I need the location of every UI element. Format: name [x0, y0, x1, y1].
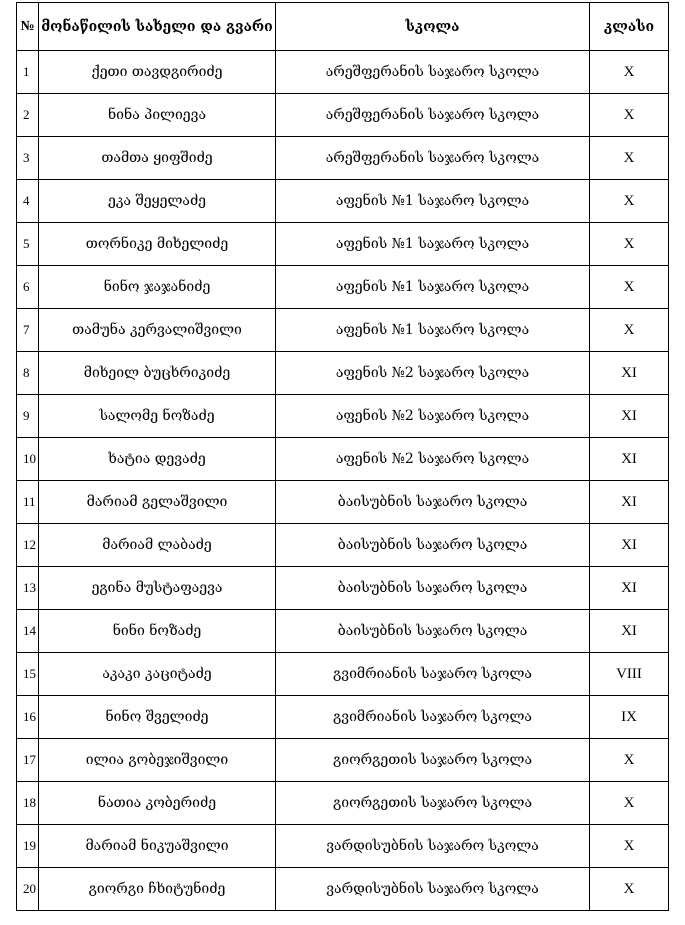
class-grade: XI	[590, 524, 669, 567]
school-name: ბაისუბნის საჯარო სკოლა	[276, 567, 590, 610]
class-grade: XI	[590, 567, 669, 610]
participant-name: ნათია კობერიძე	[39, 782, 276, 825]
row-number: 18	[17, 782, 39, 825]
school-name: აფენის №1 საჯარო სკოლა	[276, 266, 590, 309]
row-number: 2	[17, 94, 39, 137]
participant-name: ნინო ჯაჯანიძე	[39, 266, 276, 309]
class-grade: XI	[590, 352, 669, 395]
participant-name: ნინი ნოზაძე	[39, 610, 276, 653]
row-number: 11	[17, 481, 39, 524]
participant-name: ნინა პილიევა	[39, 94, 276, 137]
row-number: 14	[17, 610, 39, 653]
school-name: გიორგეთის საჯარო სკოლა	[276, 782, 590, 825]
school-name: არეშფერანის საჯარო სკოლა	[276, 94, 590, 137]
participant-name: მარიამ ლაბაძე	[39, 524, 276, 567]
header-class: კლასი	[590, 3, 669, 51]
school-name: აფენის №2 საჯარო სკოლა	[276, 438, 590, 481]
header-participant-name: მონაწილის სახელი და გვარი	[39, 3, 276, 51]
class-grade: X	[590, 868, 669, 911]
school-name: აფენის №2 საჯარო სკოლა	[276, 352, 590, 395]
school-name: გვიმრიანის საჯარო სკოლა	[276, 696, 590, 739]
row-number: 16	[17, 696, 39, 739]
school-name: გვიმრიანის საჯარო სკოლა	[276, 653, 590, 696]
participant-name: გიორგი ჩხიტუნიძე	[39, 868, 276, 911]
class-grade: X	[590, 94, 669, 137]
school-name: ვარდისუბნის საჯარო სკოლა	[276, 825, 590, 868]
participant-name: თორნიკე მიხელიძე	[39, 223, 276, 266]
table-row	[17, 51, 669, 94]
class-grade: XI	[590, 438, 669, 481]
table-row	[17, 567, 669, 610]
table-row	[17, 180, 669, 223]
row-number: 8	[17, 352, 39, 395]
table-body	[17, 51, 669, 911]
school-name: ბაისუბნის საჯარო სკოლა	[276, 481, 590, 524]
participant-name: ქეთი თავდგირიძე	[39, 51, 276, 94]
class-grade: X	[590, 266, 669, 309]
table-row	[17, 137, 669, 180]
participant-name: მარიამ ნიკუაშვილი	[39, 825, 276, 868]
school-name: აფენის №2 საჯარო სკოლა	[276, 395, 590, 438]
row-number: 4	[17, 180, 39, 223]
table-row	[17, 395, 669, 438]
participant-name: ეგინა მუსტაფაევა	[39, 567, 276, 610]
row-number: 17	[17, 739, 39, 782]
class-grade: X	[590, 739, 669, 782]
row-number: 1	[17, 51, 39, 94]
participant-name: სალომე ნოზაძე	[39, 395, 276, 438]
row-number: 12	[17, 524, 39, 567]
row-number: 20	[17, 868, 39, 911]
table-row	[17, 782, 669, 825]
table-row	[17, 524, 669, 567]
table-header	[17, 3, 669, 51]
table-row	[17, 352, 669, 395]
row-number: 13	[17, 567, 39, 610]
table-row	[17, 438, 669, 481]
row-number: 19	[17, 825, 39, 868]
table-row	[17, 696, 669, 739]
class-grade: XI	[590, 610, 669, 653]
class-grade: X	[590, 137, 669, 180]
row-number: 5	[17, 223, 39, 266]
table-row	[17, 868, 669, 911]
table-row	[17, 223, 669, 266]
table-row	[17, 825, 669, 868]
class-grade: X	[590, 51, 669, 94]
participant-name: ხატია დევაძე	[39, 438, 276, 481]
class-grade: IX	[590, 696, 669, 739]
table-row	[17, 610, 669, 653]
table-row	[17, 309, 669, 352]
school-name: ვარდისუბნის საჯარო სკოლა	[276, 868, 590, 911]
school-name: არეშფერანის საჯარო სკოლა	[276, 137, 590, 180]
table-row	[17, 94, 669, 137]
row-number: 10	[17, 438, 39, 481]
participant-name: აკაკი კაციტაძე	[39, 653, 276, 696]
school-name: გიორგეთის საჯარო სკოლა	[276, 739, 590, 782]
header-row	[17, 3, 669, 51]
school-name: აფენის №1 საჯარო სკოლა	[276, 309, 590, 352]
class-grade: XI	[590, 481, 669, 524]
participant-name: ეკა შეყელაძე	[39, 180, 276, 223]
participant-name: ნინო შველიძე	[39, 696, 276, 739]
class-grade: X	[590, 309, 669, 352]
row-number: 15	[17, 653, 39, 696]
class-grade: X	[590, 223, 669, 266]
table-row	[17, 739, 669, 782]
header-number: №	[17, 3, 39, 51]
class-grade: VIII	[590, 653, 669, 696]
table-row	[17, 266, 669, 309]
row-number: 3	[17, 137, 39, 180]
participant-name: ილია გობეჯიშვილი	[39, 739, 276, 782]
participant-name: თამუნა კერვალიშვილი	[39, 309, 276, 352]
class-grade: XI	[590, 395, 669, 438]
participant-name: თამთა ყიფშიძე	[39, 137, 276, 180]
class-grade: X	[590, 825, 669, 868]
header-school: სკოლა	[276, 3, 590, 51]
school-name: ბაისუბნის საჯარო სკოლა	[276, 524, 590, 567]
school-name: აფენის №1 საჯარო სკოლა	[276, 223, 590, 266]
table-row	[17, 481, 669, 524]
participant-name: მარიამ გელაშვილი	[39, 481, 276, 524]
row-number: 6	[17, 266, 39, 309]
school-name: აფენის №1 საჯარო სკოლა	[276, 180, 590, 223]
row-number: 9	[17, 395, 39, 438]
school-name: არეშფერანის საჯარო სკოლა	[276, 51, 590, 94]
participant-name: მიხეილ ბუცხრიკიძე	[39, 352, 276, 395]
class-grade: X	[590, 782, 669, 825]
row-number: 7	[17, 309, 39, 352]
table-row	[17, 653, 669, 696]
school-name: ბაისუბნის საჯარო სკოლა	[276, 610, 590, 653]
class-grade: X	[590, 180, 669, 223]
participants-table	[16, 2, 669, 911]
